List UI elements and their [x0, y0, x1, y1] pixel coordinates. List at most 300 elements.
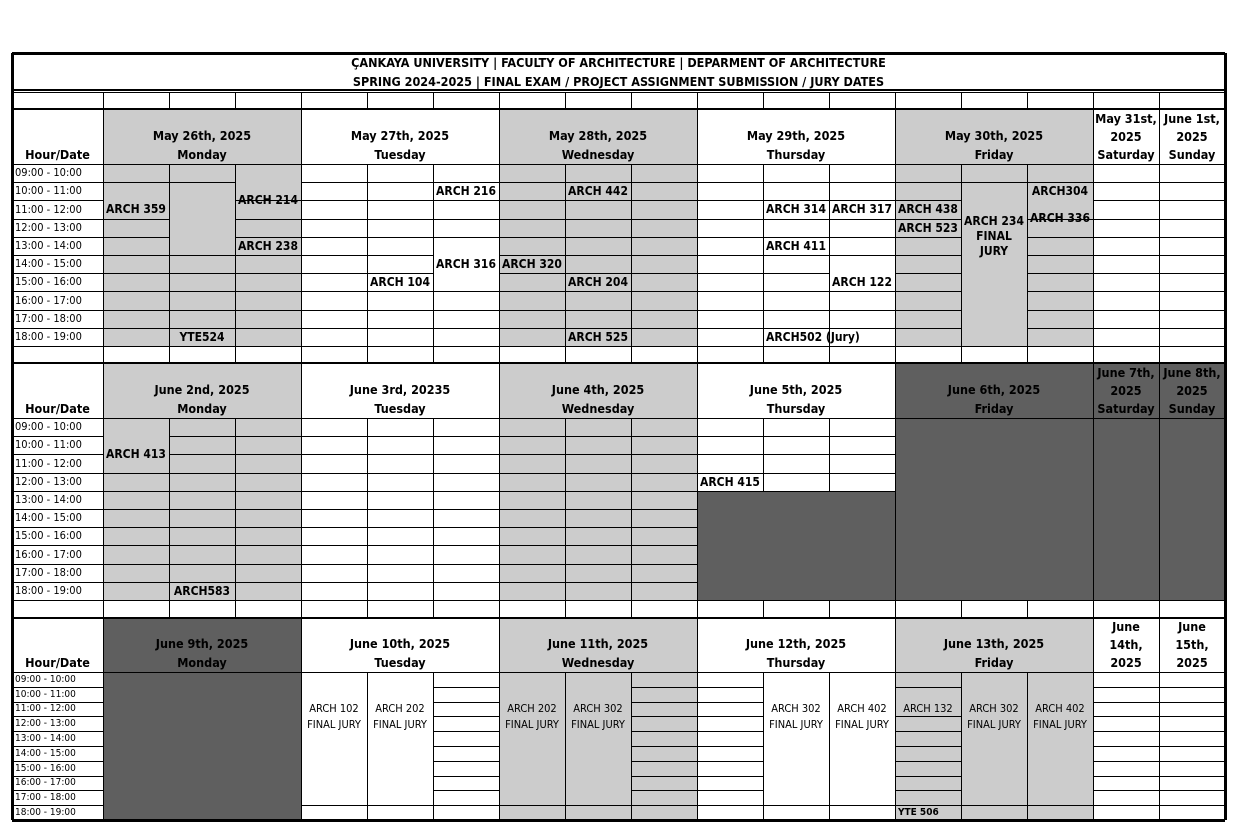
exam-entry: ARCH 302 FINAL JURY — [571, 701, 625, 731]
exam-entry: ARCH 438 — [898, 202, 958, 216]
grid-line — [301, 255, 367, 256]
grid-line — [697, 761, 763, 762]
grid-line — [499, 310, 697, 311]
grid-line — [169, 310, 235, 311]
grid-line — [103, 618, 104, 820]
grid-line — [895, 92, 896, 108]
grid-line — [829, 182, 895, 183]
grid-line — [169, 600, 170, 617]
grid-line — [433, 328, 499, 329]
grid-line — [169, 273, 235, 274]
grid-line — [301, 310, 367, 311]
grid-line — [12, 346, 1225, 347]
grid-line — [169, 164, 170, 346]
grid-line — [367, 164, 368, 346]
grid-line — [433, 731, 499, 732]
grid-line — [12, 687, 103, 688]
grid-line — [631, 716, 697, 717]
day-date-2: June 11th, 2025 — [547, 635, 649, 651]
day-weekend-5: June 14th, 2025 — [1109, 619, 1143, 670]
grid-line — [12, 746, 103, 747]
grid-line — [829, 237, 895, 238]
grid-line — [1159, 346, 1160, 363]
grid-line — [697, 200, 763, 201]
hour-label: 15:00 - 16:00 — [15, 762, 76, 774]
hour-label: 11:00 - 12:00 — [15, 202, 82, 216]
exam-entry: ARCH 214 — [238, 193, 298, 207]
grid-line — [895, 346, 896, 363]
grid-line — [697, 92, 698, 108]
grid-line — [895, 761, 961, 762]
grid-line — [1027, 92, 1028, 108]
grid-line — [12, 582, 103, 583]
week-header-line — [12, 617, 1225, 619]
grid-line — [895, 237, 961, 238]
hour-label: 15:00 - 16:00 — [15, 529, 82, 542]
grid-line — [12, 564, 103, 565]
grid-line — [103, 491, 169, 492]
day-date-0: June 2nd, 2025 — [154, 381, 250, 397]
grid-line — [631, 761, 697, 762]
hour-label: 16:00 - 17:00 — [15, 777, 76, 788]
grid-line — [763, 92, 764, 108]
grid-line — [1027, 273, 1093, 274]
grid-line — [301, 92, 302, 108]
grid-line — [895, 746, 961, 747]
exam-entry: ARCH 320 — [502, 256, 562, 271]
exam-entry: ARCH 238 — [238, 238, 298, 253]
grid-line — [12, 491, 103, 492]
grid-line — [1093, 346, 1094, 363]
grid-line — [895, 310, 961, 311]
grid-line — [12, 328, 103, 329]
grid-line — [631, 805, 697, 806]
grid-line — [433, 310, 499, 311]
grid-line — [12, 92, 1225, 93]
grid-line — [697, 436, 895, 437]
grid-line — [763, 291, 829, 292]
grid-line — [763, 164, 764, 346]
grid-line — [12, 731, 103, 732]
day-date-4: June 6th, 2025 — [947, 381, 1041, 397]
day-weekday-2: Wednesday — [561, 400, 635, 416]
week-header-line — [12, 108, 1225, 110]
grid-line — [697, 805, 763, 806]
grid-line — [235, 328, 301, 329]
day-weekday-3: Thursday — [766, 400, 826, 416]
grid-line — [12, 600, 1225, 601]
day-date-3: May 29th, 2025 — [746, 127, 846, 143]
grid-line — [12, 310, 103, 311]
exam-entry: ARCH 413 — [106, 447, 166, 461]
grid-line — [367, 200, 433, 201]
grid-line — [961, 346, 962, 363]
grid-line — [169, 92, 170, 108]
exam-entry: ARCH 525 — [568, 329, 628, 344]
grid-line — [697, 716, 763, 717]
grid-line — [895, 182, 961, 183]
day-weekday-2: Wednesday — [561, 146, 635, 162]
grid-line — [235, 310, 301, 311]
exam-entry: ARCH 317 — [832, 202, 892, 216]
grid-line — [697, 219, 763, 220]
grid-line — [12, 672, 103, 673]
grid-line — [433, 600, 434, 617]
grid-line — [235, 346, 236, 363]
grid-line — [433, 418, 434, 600]
grid-line — [895, 418, 896, 491]
grid-line — [235, 92, 236, 108]
hour-label: 14:00 - 15:00 — [15, 747, 76, 759]
outer-border — [12, 819, 1225, 822]
grid-line — [763, 310, 829, 311]
hour-label: 10:00 - 11:00 — [15, 438, 82, 451]
day-weekend-5: June 7th, 2025 Saturday — [1097, 364, 1155, 416]
grid-line — [1027, 328, 1093, 329]
grid-line — [367, 328, 433, 329]
grid-line — [763, 346, 764, 363]
exam-entry: ARCH 336 — [1030, 211, 1090, 225]
outer-border — [1224, 53, 1227, 820]
hour-label: 13:00 - 14:00 — [15, 239, 82, 252]
grid-line — [1027, 310, 1093, 311]
grid-line — [763, 805, 895, 806]
grid-line — [895, 776, 961, 777]
day-weekend-5: May 31st, 2025 Saturday — [1095, 110, 1157, 162]
exam-entry: ARCH 302 FINAL JURY — [967, 701, 1021, 731]
grid-line — [235, 255, 301, 256]
grid-line — [697, 255, 763, 256]
grid-line — [12, 164, 1225, 165]
hour-label: 10:00 - 11:00 — [15, 688, 76, 700]
grid-line — [103, 509, 169, 510]
grid-line — [301, 805, 433, 806]
day-weekday-1: Tuesday — [374, 654, 426, 670]
exam-entry: ARCH 316 — [436, 256, 496, 271]
grid-line — [961, 92, 962, 108]
day-date-1: June 10th, 2025 — [349, 635, 451, 651]
grid-line — [103, 600, 104, 617]
day-weekend-6: June 8th, 2025 Sunday — [1163, 364, 1221, 416]
grid-line — [697, 600, 698, 617]
hour-label: 17:00 - 18:00 — [15, 791, 76, 803]
title-line-2: SPRING 2024-2025 | FINAL EXAM / PROJECT ASSIGNMENT SUBMISSION / JURY DATES — [352, 74, 885, 89]
hour-label: 12:00 - 13:00 — [15, 475, 82, 488]
grid-line — [103, 291, 169, 292]
exam-entry: YTE 506 — [898, 806, 939, 818]
day-date-2: June 4th, 2025 — [551, 381, 645, 397]
grid-line — [103, 310, 169, 311]
grid-line — [301, 436, 697, 437]
exam-entry: ARCH 411 — [766, 238, 826, 253]
grid-line — [301, 509, 697, 510]
grid-line — [12, 200, 103, 201]
exam-entry: ARCH 204 — [568, 274, 628, 289]
grid-line — [631, 746, 697, 747]
grid-line — [631, 702, 697, 703]
grid-line — [433, 776, 499, 777]
grid-line — [103, 219, 169, 220]
grid-line — [433, 219, 499, 220]
grid-line — [301, 291, 367, 292]
grid-line — [12, 776, 103, 777]
grid-line — [829, 164, 830, 346]
grid-line — [103, 273, 169, 274]
grid-line — [169, 291, 235, 292]
exam-entry: YTE524 — [179, 329, 225, 344]
grid-line — [301, 582, 697, 583]
week-header-line — [12, 362, 1225, 364]
grid-line — [103, 255, 169, 256]
grid-line — [103, 473, 169, 474]
grid-line — [433, 92, 434, 108]
exam-entry: ARCH 302 FINAL JURY — [769, 701, 823, 731]
day-weekday-2: Wednesday — [561, 654, 635, 670]
grid-line — [565, 600, 566, 617]
exam-entry: ARCH 415 — [700, 474, 760, 489]
day-weekday-1: Tuesday — [374, 146, 426, 162]
grid-line — [631, 346, 632, 363]
grid-line — [301, 346, 302, 363]
hour-label: 12:00 - 13:00 — [15, 221, 82, 234]
day-weekday-4: Friday — [974, 146, 1014, 162]
day-weekday-4: Friday — [974, 400, 1014, 416]
day-weekday-1: Tuesday — [374, 400, 426, 416]
grid-line — [697, 237, 763, 238]
grid-line — [1093, 92, 1094, 108]
grid-line — [301, 273, 367, 274]
grid-line — [499, 200, 697, 201]
grid-line — [433, 746, 499, 747]
grid-line — [12, 291, 103, 292]
grid-line — [235, 600, 236, 617]
grid-line — [631, 600, 632, 617]
grid-line — [763, 273, 829, 274]
grid-line — [103, 582, 169, 583]
day-date-0: June 9th, 2025 — [155, 635, 249, 651]
grid-line — [631, 164, 632, 346]
grid-line — [169, 418, 170, 600]
grid-line — [1027, 237, 1093, 238]
grid-line — [433, 761, 499, 762]
grid-line — [367, 291, 433, 292]
exam-entry: ARCH 132 — [903, 702, 953, 715]
exam-entry: ARCH 104 — [370, 274, 430, 289]
grid-line — [763, 182, 829, 183]
title-line-1: ÇANKAYA UNIVERSITY | FACULTY OF ARCHITECTURE | DEPARMENT OF ARCHITECTURE — [351, 55, 886, 70]
grid-line — [367, 237, 433, 238]
exam-entry: ARCH 234 FINAL JURY — [964, 214, 1024, 258]
hour-label: 10:00 - 11:00 — [15, 184, 82, 197]
grid-line — [12, 237, 103, 238]
grid-line — [631, 790, 697, 791]
grid-line — [631, 418, 632, 600]
grid-line — [961, 805, 1093, 806]
grid-line — [895, 731, 961, 732]
grid-line — [895, 328, 961, 329]
day-date-3: June 12th, 2025 — [745, 635, 847, 651]
grid-line — [367, 346, 368, 363]
grid-line — [433, 346, 434, 363]
grid-line — [12, 702, 103, 703]
grid-line — [235, 291, 301, 292]
grid-line — [499, 291, 697, 292]
grid-line — [12, 454, 103, 455]
grid-line — [301, 473, 697, 474]
grid-line — [367, 219, 433, 220]
grid-line — [12, 509, 103, 510]
grid-line — [12, 716, 103, 717]
grid-line — [1159, 164, 1160, 346]
grid-line — [895, 687, 961, 688]
exam-entry: ARCH 402 FINAL JURY — [835, 701, 889, 731]
hour-label: 18:00 - 19:00 — [15, 330, 82, 343]
grid-line — [1159, 363, 1160, 418]
grid-line — [961, 182, 1027, 183]
grid-line — [12, 527, 103, 528]
grid-line — [301, 328, 367, 329]
grid-line — [631, 92, 632, 108]
grid-line — [103, 545, 169, 546]
grid-line — [103, 527, 169, 528]
grid-line — [631, 776, 697, 777]
grid-line — [829, 219, 895, 220]
grid-line — [697, 687, 763, 688]
grid-line — [235, 219, 301, 220]
grid-line — [103, 237, 169, 238]
grid-line — [763, 255, 829, 256]
grid-line — [697, 346, 698, 363]
grid-line — [103, 328, 169, 329]
day-date-1: May 27th, 2025 — [350, 127, 450, 143]
exam-entry: ARCH 216 — [436, 183, 496, 198]
grid-line — [499, 346, 500, 363]
hour-label: 09:00 - 10:00 — [15, 673, 76, 685]
grid-line — [895, 273, 961, 274]
grid-line — [763, 219, 829, 220]
grid-line — [12, 182, 103, 183]
grid-line — [697, 291, 763, 292]
grid-line — [1027, 600, 1028, 617]
hour-label: 13:00 - 14:00 — [15, 732, 76, 744]
hour-label: 14:00 - 15:00 — [15, 257, 82, 270]
grid-line — [367, 418, 368, 600]
exam-entry: ARCH502 (Jury) — [766, 329, 860, 344]
day-date-2: May 28th, 2025 — [548, 127, 648, 143]
grid-line — [829, 255, 895, 256]
hour-label: 11:00 - 12:00 — [15, 456, 82, 470]
hour-label: 17:00 - 18:00 — [15, 566, 82, 579]
day-date-1: June 3rd, 20235 — [349, 381, 451, 397]
grid-line — [631, 731, 697, 732]
hour-label: 09:00 - 10:00 — [15, 420, 82, 433]
day-weekday-3: Thursday — [766, 654, 826, 670]
hour-label: 14:00 - 15:00 — [15, 511, 82, 524]
grid-line — [103, 564, 169, 565]
grid-line — [697, 491, 895, 492]
grid-line — [169, 346, 170, 363]
grid-line — [697, 310, 763, 311]
hour-date-label: Hour/Date — [25, 654, 90, 670]
grid-line — [367, 600, 368, 617]
grid-line — [829, 418, 830, 491]
hour-label: 18:00 - 19:00 — [15, 806, 76, 818]
grid-line — [301, 454, 697, 455]
grid-line — [895, 600, 896, 617]
grid-line — [697, 746, 763, 747]
grid-line — [103, 92, 104, 108]
day-weekday-0: Monday — [177, 146, 227, 162]
grid-line — [499, 219, 697, 220]
grid-line — [301, 564, 697, 565]
grid-line — [1159, 600, 1160, 617]
grid-line — [367, 255, 433, 256]
grid-line — [301, 182, 367, 183]
grid-line — [829, 310, 895, 311]
grid-line — [631, 687, 697, 688]
grid-line — [433, 291, 499, 292]
hour-label: 15:00 - 16:00 — [15, 275, 82, 288]
grid-line — [12, 473, 103, 474]
grid-line — [433, 790, 499, 791]
day-weekday-3: Thursday — [766, 146, 826, 162]
grid-line — [1027, 255, 1093, 256]
hour-label: 16:00 - 17:00 — [15, 547, 82, 561]
hour-label: 13:00 - 14:00 — [15, 493, 82, 506]
exam-entry: ARCH 202 FINAL JURY — [373, 701, 427, 731]
exam-entry: ARCH 122 — [832, 274, 892, 289]
exam-entry: ARCH 202 FINAL JURY — [505, 701, 559, 731]
grid-line — [895, 291, 961, 292]
grid-line — [829, 92, 830, 108]
grid-line — [433, 237, 499, 238]
day-weekday-4: Friday — [974, 654, 1014, 670]
day-date-3: June 5th, 2025 — [749, 381, 843, 397]
grid-line — [301, 600, 302, 617]
grid-line — [12, 255, 103, 256]
exam-entry: ARCH 402 FINAL JURY — [1033, 701, 1087, 731]
grid-line — [169, 255, 235, 256]
day-weekend-6: June 15th, 2025 — [1175, 619, 1209, 670]
grid-line — [1093, 600, 1094, 617]
hour-date-label: Hour/Date — [25, 146, 90, 162]
exam-entry: ARCH 359 — [106, 202, 166, 216]
grid-line — [763, 418, 764, 491]
grid-line — [829, 600, 830, 617]
grid-line — [367, 92, 368, 108]
grid-line — [433, 702, 499, 703]
grid-line — [103, 182, 169, 183]
day-date-0: May 26th, 2025 — [152, 127, 252, 143]
exam-entry: ARCH 442 — [568, 183, 628, 198]
day-date-4: May 30th, 2025 — [944, 127, 1044, 143]
grid-line — [565, 92, 566, 108]
grid-line — [12, 436, 103, 437]
grid-line — [12, 545, 103, 546]
closed-block — [697, 491, 1225, 600]
grid-line — [235, 273, 301, 274]
hour-label: 09:00 - 10:00 — [15, 166, 82, 179]
day-weekday-0: Monday — [177, 654, 227, 670]
grid-line — [169, 182, 235, 183]
grid-line — [301, 237, 367, 238]
grid-line — [433, 687, 499, 688]
grid-line — [301, 491, 697, 492]
grid-line — [12, 790, 103, 791]
grid-line — [895, 255, 961, 256]
grid-line — [565, 346, 566, 363]
hour-label: 16:00 - 17:00 — [15, 293, 82, 307]
